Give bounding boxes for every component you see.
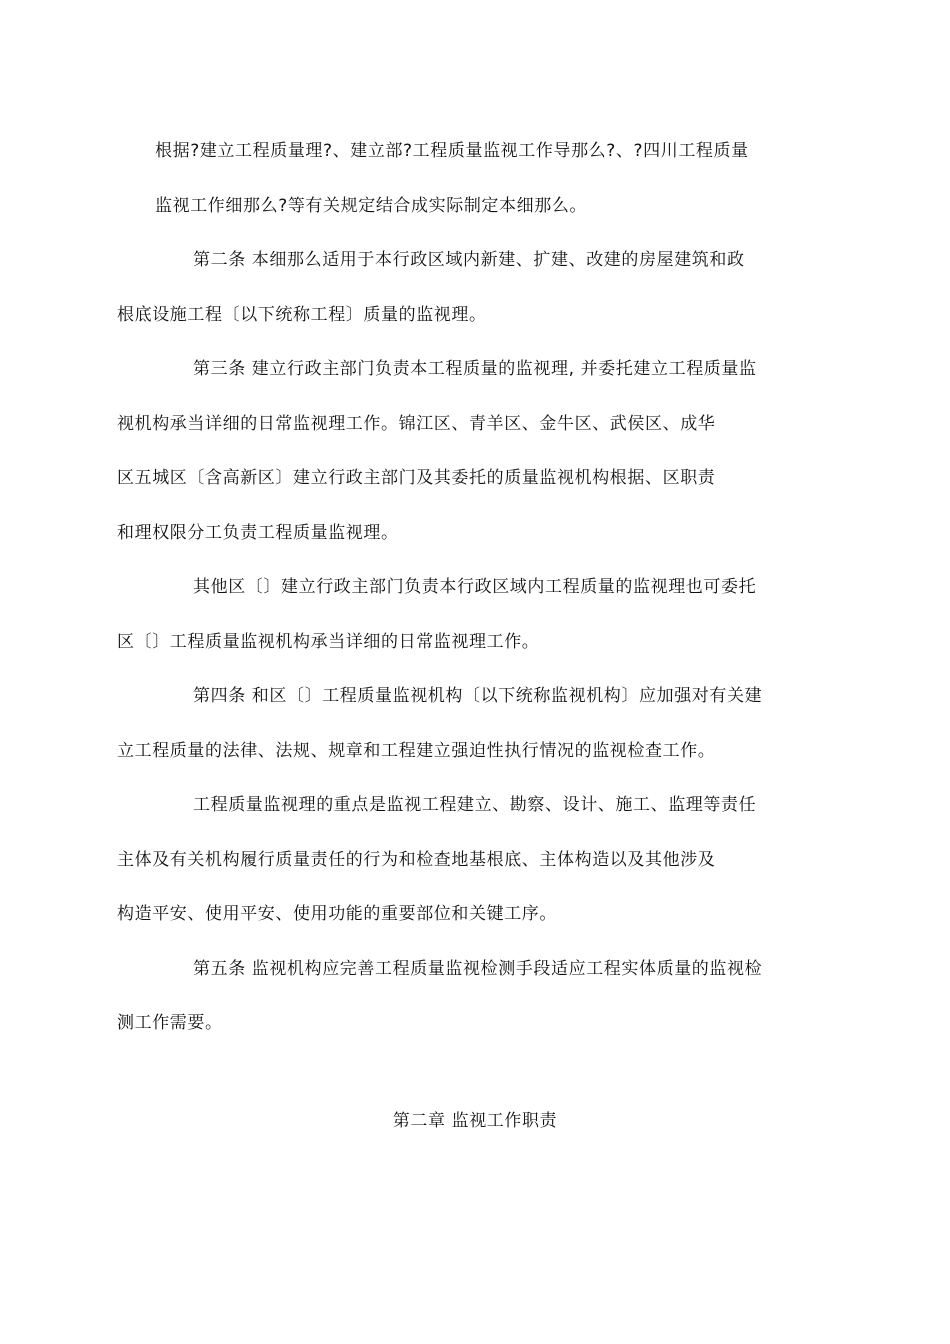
text-line: 根据?建立工程质量理?、建立部?工程质量监视工作导那么?、?四川工程质量 [155,141,749,161]
text-line: 第二条 本细那么适用于本行政区域内新建、扩建、改建的房屋建筑和政 [193,250,745,270]
paragraph-other-districts [117,560,795,669]
text-line: 主体及有关机构履行质量责任的行为和检查地基根底、主体构造以及其他涉及 [117,849,716,870]
text-line: 立工程质量的法律、法规、规章和工程建立强迫性执行情况的监视检查工作。 [117,740,716,761]
text-line: 视机构承当详细的日常监视理工作。锦江区、青羊区、金牛区、武侯区、成华 [117,413,716,434]
paragraph-article-3 [117,342,795,560]
text-line: 根底设施工程〔以下统称工程〕质量的监视理。 [117,304,487,325]
text-line: 区〔〕工程质量监视机构承当详细的日常监视理工作。 [117,631,540,652]
paragraph-basis [155,124,795,233]
text-line: 和理权限分工负责工程质量监视理。 [117,522,399,543]
text-line: 第三条 建立行政主部门负责本工程质量的监视理, 并委托建立工程质量监 [193,359,757,379]
paragraph-article-2 [117,233,795,342]
text-line: 第五条 监视机构应完善工程质量监视检测手段适应工程实体质量的监视检 [193,958,763,979]
paragraph-supervision-focus [117,778,795,942]
text-line: 工程质量监视理的重点是监视工程建立、勘察、设计、施工、监理等责任 [193,795,757,815]
paragraph-article-4 [117,669,795,778]
text-line: 监视工作细那么?等有关规定结合成实际制定本细那么。 [155,195,588,216]
text-line: 第四条 和区〔〕工程质量监视机构〔以下统称监视机构〕应加强对有关建 [193,686,763,706]
document-body [117,124,795,1051]
text-line: 区五城区〔含高新区〕建立行政主部门及其委托的质量监视机构根据、区职责 [117,468,716,488]
text-line: 其他区〔〕建立行政主部门负责本行政区域内工程质量的监视理也可委托 [193,577,757,597]
paragraph-article-5 [117,942,795,1051]
chapter-heading: 第二章 监视工作职责 [392,1111,558,1131]
text-line: 构造平安、使用平安、使用功能的重要部位和关键工序。 [117,904,557,924]
text-line: 测工作需要。 [117,1013,223,1033]
